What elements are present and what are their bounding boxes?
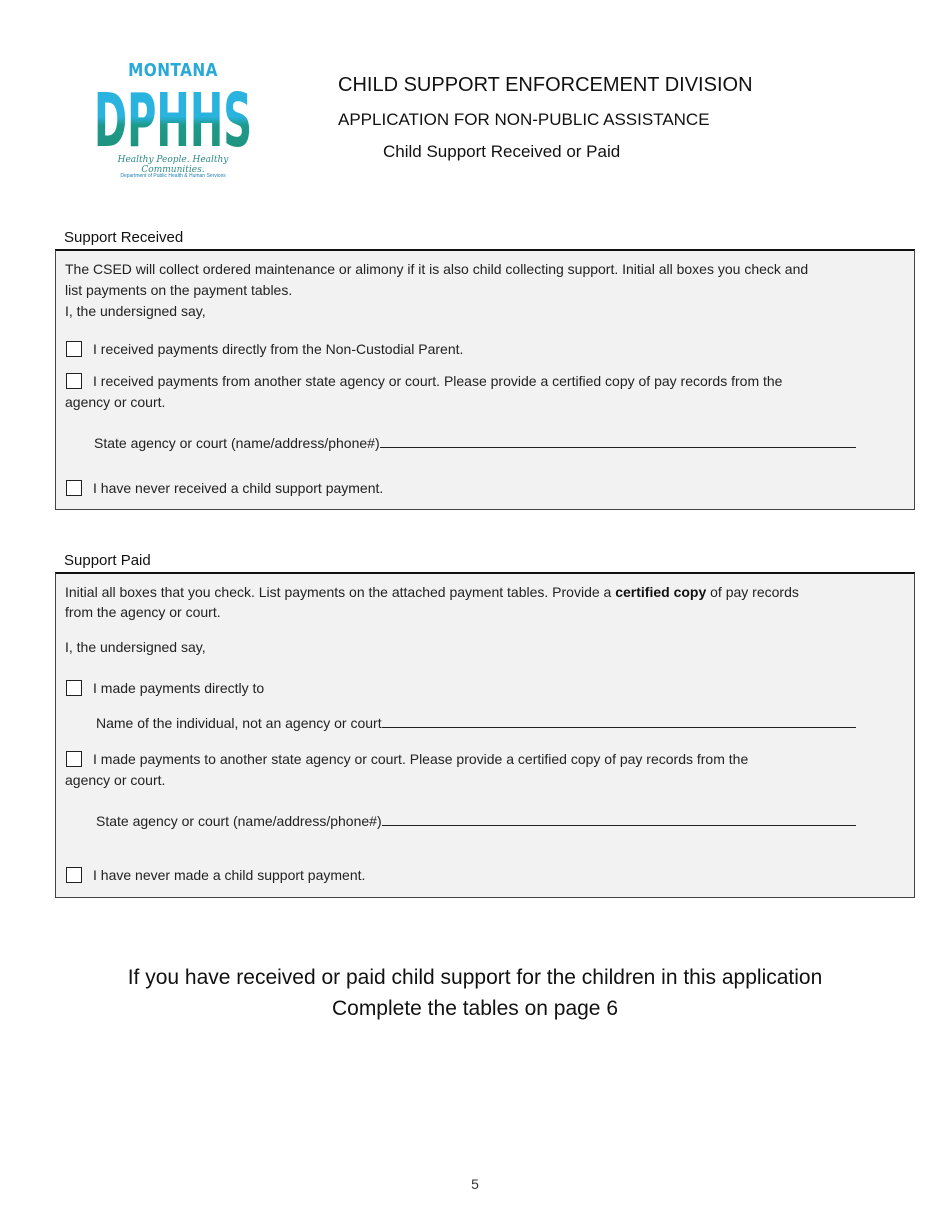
received-intro-line2: list payments on the payment tables. bbox=[65, 282, 293, 298]
received-never-checkbox[interactable] bbox=[66, 480, 82, 496]
received-agency-field[interactable] bbox=[94, 433, 856, 453]
received-agency-field-line[interactable] bbox=[380, 433, 856, 448]
support-received-box bbox=[55, 249, 915, 510]
received-intro-line1: The CSED will collect ordered maintenance or alimony if it is also child collecting support. Initial all boxes you check and bbox=[65, 261, 809, 277]
received-agency-label-line1: I received payments from another state agency or court. Please provide a certified copy of pay records from the bbox=[93, 373, 783, 389]
footer-note-line1: If you have received or paid child support for the children in this application bbox=[127, 966, 823, 989]
support-received-heading: Support Received bbox=[64, 229, 184, 246]
received-direct-label: I received payments directly from the Non-Custodial Parent. bbox=[93, 341, 464, 357]
paid-never-checkbox[interactable] bbox=[66, 867, 82, 883]
received-agency-checkbox[interactable] bbox=[66, 373, 82, 389]
paid-individual-field-label: Name of the individual, not an agency or court bbox=[96, 715, 382, 731]
paid-direct-checkbox[interactable] bbox=[66, 680, 82, 696]
paid-intro-line1 bbox=[65, 582, 799, 602]
paid-intro-line2: from the agency or court. bbox=[65, 604, 221, 620]
paid-agency-label-line2: agency or court. bbox=[65, 772, 166, 788]
paid-agency-field[interactable] bbox=[96, 811, 856, 831]
received-undersigned: I, the undersigned say, bbox=[65, 303, 206, 319]
paid-direct-label: I made payments directly to bbox=[93, 680, 265, 696]
page-subsubtitle: Child Support Received or Paid bbox=[383, 142, 621, 161]
logo-state: MONTANA bbox=[128, 60, 218, 81]
logo-department: Department of Public Health & Human Services bbox=[120, 173, 226, 179]
logo-tagline: Healthy People. Healthy Communities. bbox=[117, 155, 229, 175]
dphhs-logo bbox=[92, 60, 254, 185]
received-direct-checkbox[interactable] bbox=[66, 341, 82, 357]
received-never-label: I have never received a child support payment. bbox=[93, 480, 384, 496]
received-agency-field-label: State agency or court (name/address/phone#) bbox=[94, 435, 380, 451]
paid-never-label: I have never made a child support payment. bbox=[93, 867, 366, 883]
paid-undersigned: I, the undersigned say, bbox=[65, 639, 206, 655]
paid-agency-label-line1: I made payments to another state agency or court. Please provide a certified copy of pay records from the bbox=[93, 751, 749, 767]
paid-individual-field[interactable] bbox=[96, 713, 856, 733]
footer-note-line2: Complete the tables on page 6 bbox=[331, 997, 619, 1020]
support-paid-heading: Support Paid bbox=[64, 552, 151, 569]
page-subtitle: APPLICATION FOR NON-PUBLIC ASSISTANCE bbox=[338, 110, 710, 129]
dphhs-letters-graphic bbox=[92, 80, 254, 152]
page-number: 5 bbox=[471, 1176, 479, 1192]
paid-agency-field-line[interactable] bbox=[382, 811, 856, 826]
paid-intro-a: Initial all boxes that you check. List payments on the attached payment tables. Provide a bbox=[65, 584, 616, 600]
received-agency-label-line2: agency or court. bbox=[65, 394, 166, 410]
paid-agency-field-label: State agency or court (name/address/phone#) bbox=[96, 813, 382, 829]
support-paid-box bbox=[55, 572, 915, 898]
paid-individual-field-line[interactable] bbox=[382, 713, 856, 728]
logo-letters: DPHHS bbox=[94, 80, 252, 152]
paid-intro-b: of pay records bbox=[706, 584, 799, 600]
paid-intro-bold: certified copy bbox=[615, 584, 707, 600]
paid-agency-checkbox[interactable] bbox=[66, 751, 82, 767]
page-title: CHILD SUPPORT ENFORCEMENT DIVISION bbox=[338, 74, 753, 96]
